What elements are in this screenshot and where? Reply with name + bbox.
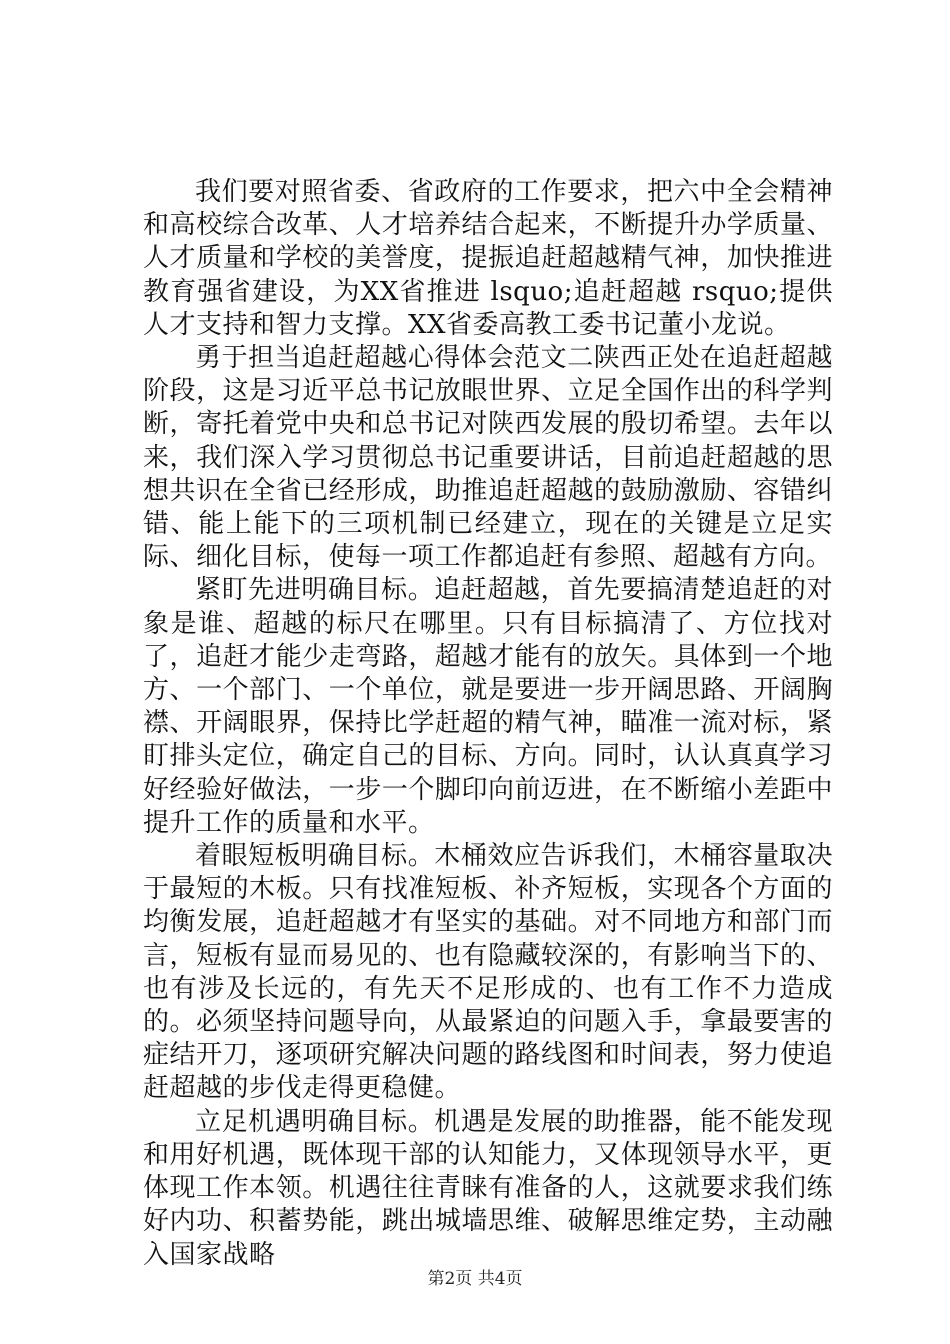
paragraph-3: 紧盯先进明确目标。追赶超越，首先要搞清楚追赶的对象是谁、超越的标尺在哪里。只有目标搞清了、方位找对了，追赶才能少走弯路，超越才能有的放矢。具体到一个地方、一个部门、一个单位，就是要进一步开阔思路、开阔胸襟、开阔眼界，保持比学赶超的精气神，瞄准一流对标，紧盯排头定位，确定自己的目标、方向。同时，认认真真学习好经验好做法，一步一个脚印向前迈进，在不断缩小差距中提升工作的质量和水平。 <box>143 575 833 838</box>
paragraph-2: 勇于担当追赶超越心得体会范文二陕西正处在追赶超越阶段，这是习近平总书记放眼世界、立足全国作出的科学判断，寄托着党中央和总书记对陕西发展的殷切希望。去年以来，我们深入学习贯彻总书记重要讲话，目前追赶超越的思想共识在全省已经形成，助推追赶超越的鼓励激励、容错纠错、能上能下的三项机制已经建立，现在的关键是立足实际、细化目标，使每一项工作都追赶有参照、超越有方向。 <box>143 343 833 573</box>
paragraph-4: 着眼短板明确目标。木桶效应告诉我们，木桶容量取决于最短的木板。只有找准短板、补齐短板，实现各个方面的均衡发展，追赶超越才有坚实的基础。对不同地方和部门而言，短板有显而易见的、也有隐藏较深的，有影响当下的、也有涉及长远的，有先天不足形成的、也有工作不力造成的。必须坚持问题导向，从最紧迫的问题入手，拿最要害的症结开刀，逐项研究解决问题的路线图和时间表，努力使追赶超越的步伐走得更稳健。 <box>143 841 833 1104</box>
page-number-footer: 第2页 共4页 <box>427 1269 523 1289</box>
document-body <box>143 176 833 1272</box>
paragraph-1: 我们要对照省委、省政府的工作要求，把六中全会精神和高校综合改革、人才培养结合起来，不断提升办学质量、人才质量和学校的美誉度，提振追赶超越精气神，加快推进教育强省建设，为XX省推进 lsquo;追赶超越 rsquo;提供人才支持和智力支撑。XX省委高教工委书记董小龙说。 <box>143 177 833 340</box>
paragraph-5: 立足机遇明确目标。机遇是发展的助推器，能不能发现和用好机遇，既体现干部的认知能力，又体现领导水平，更体现工作本领。机遇往往青睐有准备的人，这就要求我们练好内功、积蓄势能，跳出城墙思维、破解思维定势，主动融入国家战略 <box>143 1106 833 1270</box>
